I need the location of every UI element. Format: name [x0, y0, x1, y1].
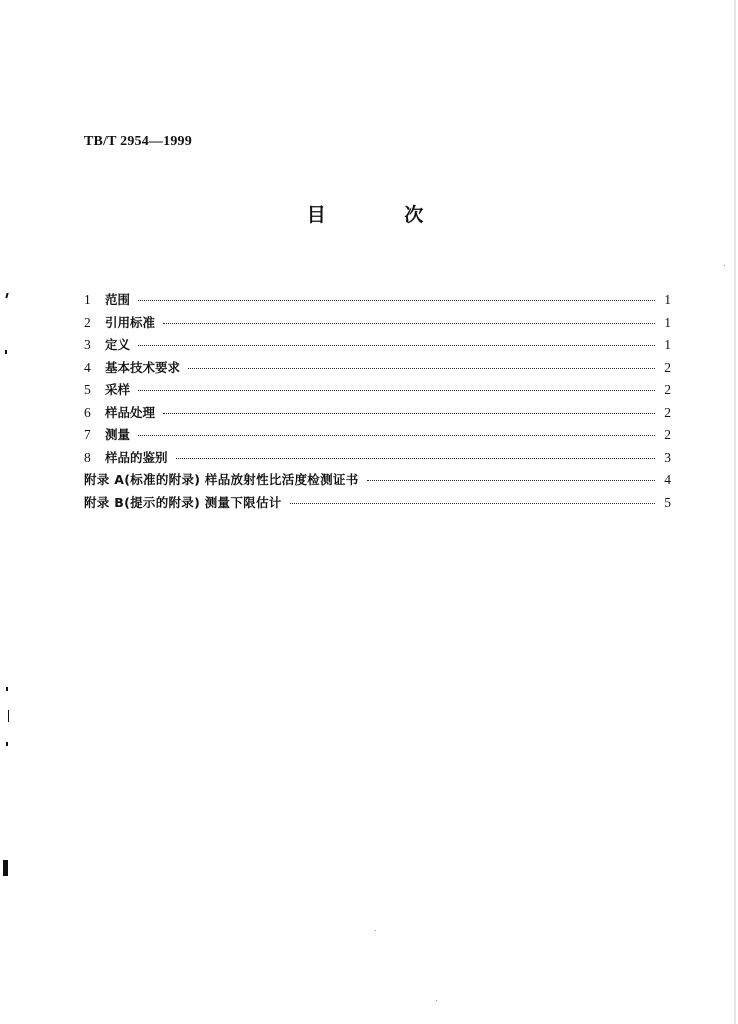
scan-speck [375, 930, 376, 931]
page-title: 目 次 [306, 204, 460, 226]
standard-code: TB/T 2954—1999 [84, 134, 192, 149]
dot-leader [138, 300, 655, 301]
toc-entry-page: 1 [664, 292, 671, 307]
toc-entry-number: 2 [84, 314, 91, 330]
toc-entry-number: 8 [84, 449, 91, 465]
toc-entry-page: 1 [664, 314, 671, 330]
toc-entry-page: 3 [664, 449, 671, 465]
toc-entry-number: 7 [84, 427, 91, 442]
toc-entry[interactable] [84, 313, 671, 336]
dot-leader [138, 345, 655, 346]
dot-leader [138, 435, 655, 436]
toc-entry-label: 附录 A(标准的附录) 样品放射性比活度检测证书 [84, 472, 359, 487]
scan-mark [8, 710, 9, 722]
scan-speck [724, 265, 725, 266]
dot-leader [290, 503, 655, 504]
dot-leader [176, 458, 655, 459]
toc-entry-number: 3 [84, 337, 91, 352]
toc-entry-label: 测量 [105, 427, 131, 442]
toc-entry-number: 5 [84, 382, 91, 397]
toc-entry[interactable] [84, 425, 671, 448]
scan-mark [5, 350, 7, 354]
toc-entry[interactable] [84, 403, 671, 426]
scan-mark [5, 293, 8, 298]
toc-entry-number: 4 [84, 359, 91, 375]
toc-entry-label: 样品处理 [105, 404, 156, 420]
toc-entry-number: 6 [84, 404, 91, 420]
toc-entry[interactable] [84, 290, 671, 313]
toc-entry-label: 定义 [105, 337, 131, 352]
toc-entry-page: 2 [664, 382, 671, 397]
toc-entry-label: 范围 [105, 292, 131, 307]
table-of-contents [84, 290, 671, 515]
toc-entry-page: 2 [664, 359, 671, 375]
dot-leader [163, 323, 655, 324]
toc-entry-number: 1 [84, 292, 91, 307]
toc-entry[interactable] [84, 448, 671, 471]
toc-entry-appendix-a[interactable] [84, 470, 671, 493]
toc-entry-page: 4 [664, 472, 671, 487]
toc-entry-label: 样品的鉴别 [105, 449, 168, 465]
dot-leader [367, 480, 655, 481]
scan-mark [6, 742, 8, 746]
toc-entry-page: 2 [664, 404, 671, 420]
toc-entry-label: 基本技术要求 [105, 359, 181, 375]
toc-entry-page: 1 [664, 337, 671, 352]
toc-entry-page: 2 [664, 427, 671, 442]
dot-leader [163, 413, 655, 414]
toc-entry[interactable] [84, 335, 671, 358]
dot-leader [188, 368, 655, 369]
dot-leader [138, 390, 655, 391]
scan-speck [436, 1000, 437, 1001]
toc-entry-label: 采样 [105, 382, 131, 397]
scan-mark [6, 687, 8, 691]
toc-entry-appendix-b[interactable] [84, 493, 671, 516]
toc-entry[interactable] [84, 380, 671, 403]
toc-entry-label: 附录 B(提示的附录) 测量下限估计 [84, 494, 282, 510]
scan-mark [3, 860, 8, 876]
toc-entry[interactable] [84, 358, 671, 381]
toc-entry-page: 5 [664, 494, 671, 510]
scan-mark [734, 0, 736, 1024]
toc-entry-label: 引用标准 [105, 314, 156, 330]
